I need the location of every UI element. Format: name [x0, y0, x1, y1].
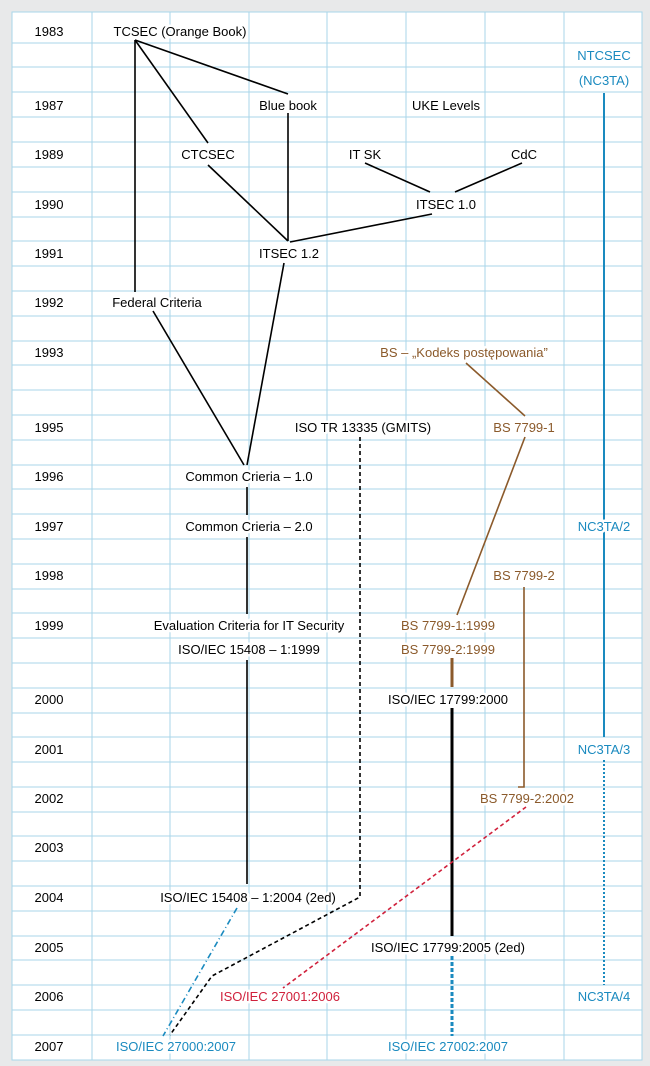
node-itsec-10: ITSEC 1.0 — [416, 197, 476, 212]
node-itsec-12: ITSEC 1.2 — [259, 246, 319, 261]
year-label: 1991 — [34, 246, 64, 261]
node-cc-20: Common Crieria – 2.0 — [185, 519, 313, 534]
year-label: 1989 — [34, 147, 64, 162]
year-label: 2006 — [34, 989, 64, 1004]
year-label: 1997 — [34, 519, 64, 534]
node-uke-levels: UKE Levels — [412, 98, 480, 113]
year-label: 1993 — [34, 345, 64, 360]
year-label: 2007 — [34, 1039, 64, 1054]
year-label: 2001 — [34, 742, 64, 757]
node-it-sk: IT SK — [348, 147, 382, 162]
year-label: 2004 — [34, 890, 64, 905]
node-iso-tr-13335: ISO TR 13335 (GMITS) — [294, 420, 432, 435]
node-iso-17799-2000: ISO/IEC 17799:2000 — [388, 692, 508, 707]
node-cdc: CdC — [510, 147, 538, 162]
node-iso-27001: ISO/IEC 27001:2006 — [220, 989, 340, 1004]
year-label: 2002 — [34, 791, 64, 806]
node-bs-7799-2-2002: BS 7799-2:2002 — [480, 791, 574, 806]
year-label: 1999 — [34, 618, 64, 633]
node-bs-7799-1-1999: BS 7799-1:1999 — [401, 618, 495, 633]
node-ctcsec: CTCSEC — [181, 147, 235, 162]
year-label: 1995 — [34, 420, 64, 435]
node-iso-27000: ISO/IEC 27000:2007 — [116, 1039, 236, 1054]
node-bs-7799-2-1999: BS 7799-2:1999 — [401, 642, 495, 657]
node-nc3ta-4: NC3TA/4 — [577, 989, 631, 1004]
year-label: 1998 — [34, 568, 64, 583]
year-label: 1992 — [34, 295, 64, 310]
node-bs-7799-2: BS 7799-2 — [493, 568, 555, 583]
year-label: 2005 — [34, 940, 64, 955]
year-label: 1983 — [34, 24, 64, 39]
year-label: 1990 — [34, 197, 64, 212]
year-label: 2003 — [34, 840, 64, 855]
node-ntcsec: NTCSEC — [577, 48, 631, 63]
node-nc3ta: (NC3TA) — [578, 73, 630, 88]
year-label: 1996 — [34, 469, 64, 484]
node-nc3ta-3: NC3TA/3 — [577, 742, 631, 757]
node-bs-kodeks: BS – „Kodeks postępowania” — [380, 345, 548, 360]
node-federal-criteria: Federal Criteria — [112, 295, 202, 310]
node-nc3ta-2: NC3TA/2 — [577, 519, 631, 534]
node-eval-criteria: Evaluation Criteria for IT Security — [153, 618, 345, 633]
node-iso-15408-1999: ISO/IEC 15408 – 1:1999 — [178, 642, 320, 657]
node-iso-27002: ISO/IEC 27002:2007 — [388, 1039, 508, 1054]
node-tcsec: TCSEC (Orange Book) — [113, 24, 247, 39]
node-blue-book: Blue book — [259, 98, 317, 113]
year-label: 1987 — [34, 98, 64, 113]
node-cc-10: Common Crieria – 1.0 — [185, 469, 313, 484]
node-iso-15408-2004: ISO/IEC 15408 – 1:2004 (2ed) — [160, 890, 336, 905]
year-label: 2000 — [34, 692, 64, 707]
node-iso-17799-2005: ISO/IEC 17799:2005 (2ed) — [371, 940, 525, 955]
node-bs-7799-1: BS 7799-1 — [493, 420, 555, 435]
